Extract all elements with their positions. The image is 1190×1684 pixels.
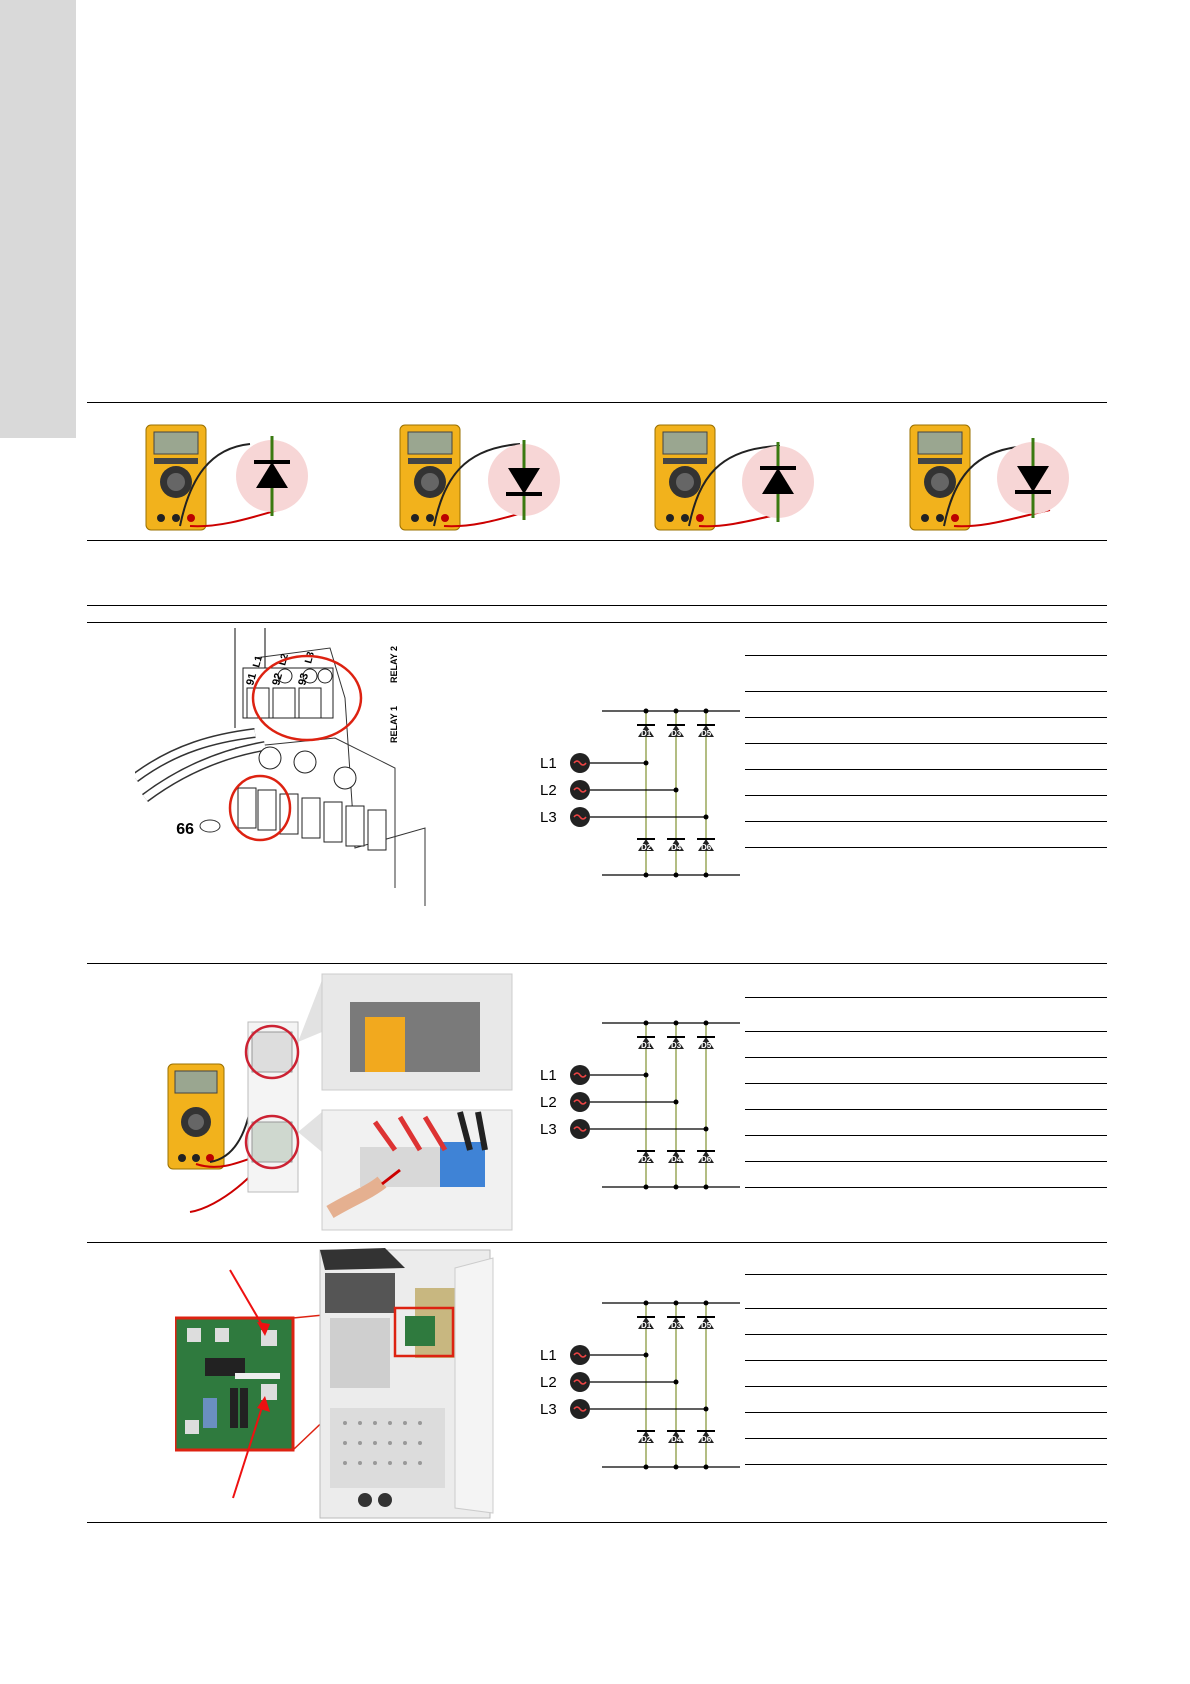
terminal-label: 91 — [244, 671, 260, 687]
multimeter-icon — [400, 425, 460, 530]
diode-label: D2 — [641, 1155, 652, 1164]
phase-label: L2 — [540, 1094, 557, 1111]
multimeter-diode-row — [130, 418, 1080, 538]
diode-label: D2 — [641, 843, 652, 852]
multimeter-icon — [655, 425, 715, 530]
diode-label: D3 — [671, 1321, 682, 1330]
diode-label: D5 — [701, 1321, 712, 1330]
phase-label: L2 — [540, 1374, 557, 1391]
phase-label: L3 — [540, 1401, 557, 1418]
diode-label: D5 — [701, 1041, 712, 1050]
terminal-label: L1 — [251, 654, 265, 669]
multimeter-icon — [168, 1064, 224, 1169]
diode-icon — [236, 436, 308, 516]
diode-bridge-diagram — [540, 1015, 750, 1195]
marking-label: 99 — [176, 819, 194, 836]
diode-label: D1 — [641, 1041, 652, 1050]
terminal-label: 93 — [296, 671, 312, 687]
table-rule — [87, 622, 1107, 623]
diode-icon — [488, 440, 560, 520]
diode-label: D5 — [701, 729, 712, 738]
table-rule — [87, 1522, 1107, 1523]
diode-label: D4 — [671, 1155, 682, 1164]
diode-label: D6 — [701, 1155, 712, 1164]
phase-label: L1 — [540, 1067, 557, 1084]
table-rule — [87, 963, 1107, 964]
table-rule — [87, 1242, 1107, 1243]
diode-label: D3 — [671, 1041, 682, 1050]
phase-label: L1 — [540, 755, 557, 772]
diode-bridge-diagram — [540, 703, 750, 883]
diode-icon — [997, 438, 1069, 518]
relay-label: RELAY 1 — [389, 705, 399, 743]
diode-bridge-diagram — [540, 1295, 750, 1475]
relay-label: RELAY 2 — [389, 645, 399, 683]
terminal-label: 92 — [270, 671, 286, 687]
phase-label: L3 — [540, 1121, 557, 1138]
terminal-block-illustration — [135, 628, 435, 906]
page-side-tab — [0, 0, 76, 438]
phase-label: L2 — [540, 782, 557, 799]
diode-label: D4 — [671, 1435, 682, 1444]
phase-label: L1 — [540, 1347, 557, 1364]
diode-label: D2 — [641, 1435, 652, 1444]
table-rule — [87, 605, 1107, 606]
diode-icon — [742, 442, 814, 522]
table-rule — [87, 402, 1107, 403]
drive-measurement-illustration — [160, 972, 520, 1234]
text-lines-group-1 — [745, 655, 1107, 855]
terminal-label: L3 — [303, 650, 317, 665]
diode-label: D1 — [641, 729, 652, 738]
terminal-label: L2 — [277, 652, 291, 667]
diode-label: D3 — [671, 729, 682, 738]
diode-label: D6 — [701, 1435, 712, 1444]
pcb-cabinet-illustration — [175, 1248, 520, 1520]
table-rule — [87, 540, 1107, 541]
diode-label: D4 — [671, 843, 682, 852]
diode-label: D1 — [641, 1321, 652, 1330]
diode-label: D6 — [701, 843, 712, 852]
text-lines-group-3 — [745, 1274, 1107, 1474]
multimeter-icon — [910, 425, 970, 530]
phase-label: L3 — [540, 809, 557, 826]
text-lines-group-2 — [745, 997, 1107, 1197]
